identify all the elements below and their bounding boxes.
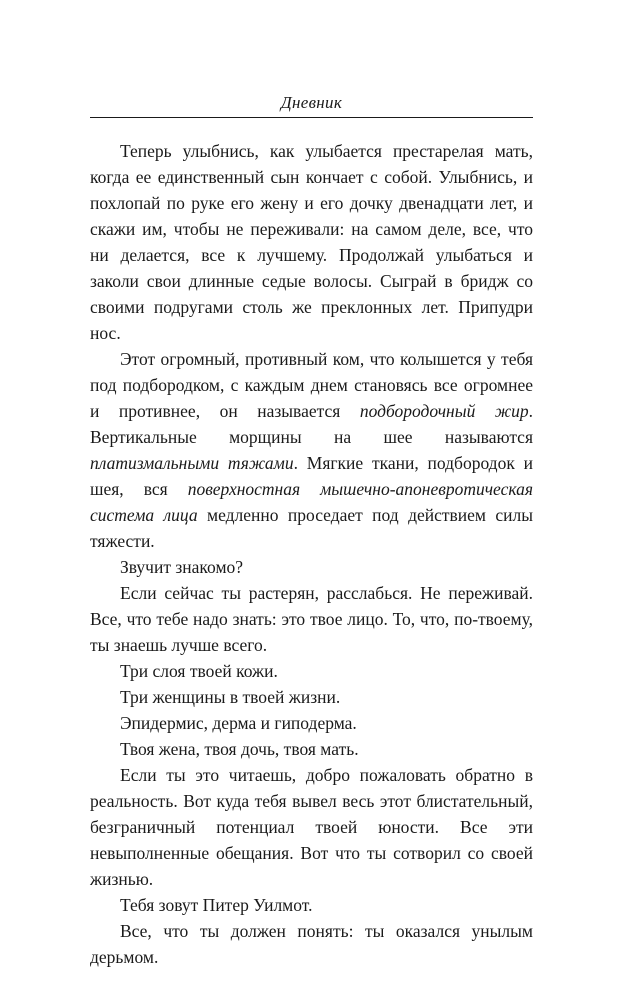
text-segment: Теперь улыбнись, как улыбается престарелая мать, когда ее единственный сын кончает с собой. Улыбнись, и похлопай по руке его жену и его дочку двенадцати лет, и скажи им, чтобы не переживали: на самом деле, все, что ни делается, все к лучшему. Продолжай улыбаться и заколи свои длинные седые волосы. Сыграй в бридж со своими подругами столь же преклонных лет. Припудри нос. (90, 141, 533, 343)
paragraph (90, 918, 533, 970)
italic-term: поверхностная мышечно-апоневротическая система лица (90, 479, 533, 525)
paragraph (90, 346, 533, 554)
text-segment: . Мягкие ткани, подбородок и шея, вся (90, 453, 533, 499)
paragraph (90, 892, 533, 918)
text-segment: Если ты это читаешь, добро пожаловать обратно в реальность. Вот куда тебя вывел весь этот блистательный, безграничный потенциал твоей юности. Все эти невыполненные обещания. Вот что ты сотворил со своей жизнью. (90, 765, 533, 889)
italic-term: подбородочный жир (359, 401, 529, 421)
text-segment: Звучит знакомо? (120, 557, 244, 577)
text-segment: Все, что ты должен понять: ты оказался унылым дерьмом. (90, 921, 533, 967)
paragraph (90, 658, 533, 684)
italic-term: платизмальными тяжами (90, 453, 294, 473)
body-text (90, 138, 533, 970)
text-segment: Эпидермис, дерма и гиподерма. (120, 713, 357, 733)
text-segment: Твоя жена, твоя дочь, твоя мать. (120, 739, 359, 759)
paragraph (90, 554, 533, 580)
text-segment: Три женщины в твоей жизни. (120, 687, 341, 707)
paragraph (90, 138, 533, 346)
paragraph (90, 684, 533, 710)
book-page (90, 0, 533, 1000)
text-segment: Тебя зовут Питер Уилмот. (120, 895, 313, 915)
text-segment: . Вертикальные морщины на шее называются (90, 401, 533, 447)
paragraph (90, 710, 533, 736)
text-segment: медленно проседает под действием силы тяжести. (90, 505, 533, 551)
text-segment: Три слоя твоей кожи. (120, 661, 278, 681)
paragraph (90, 762, 533, 892)
paragraph (90, 736, 533, 762)
running-title: Дневник (280, 93, 343, 112)
text-segment: Этот огромный, противный ком, что колышется у тебя под подбородком, с каждым днем становясь все огромнее и противнее, он называется (90, 349, 533, 421)
text-segment: Если сейчас ты растерян, расслабься. Не переживай. Все, что тебе надо знать: это твое лицо. То, что, по-твоему, ты знаешь лучше всего. (90, 583, 533, 655)
header-rule (90, 117, 533, 118)
paragraph (90, 580, 533, 658)
